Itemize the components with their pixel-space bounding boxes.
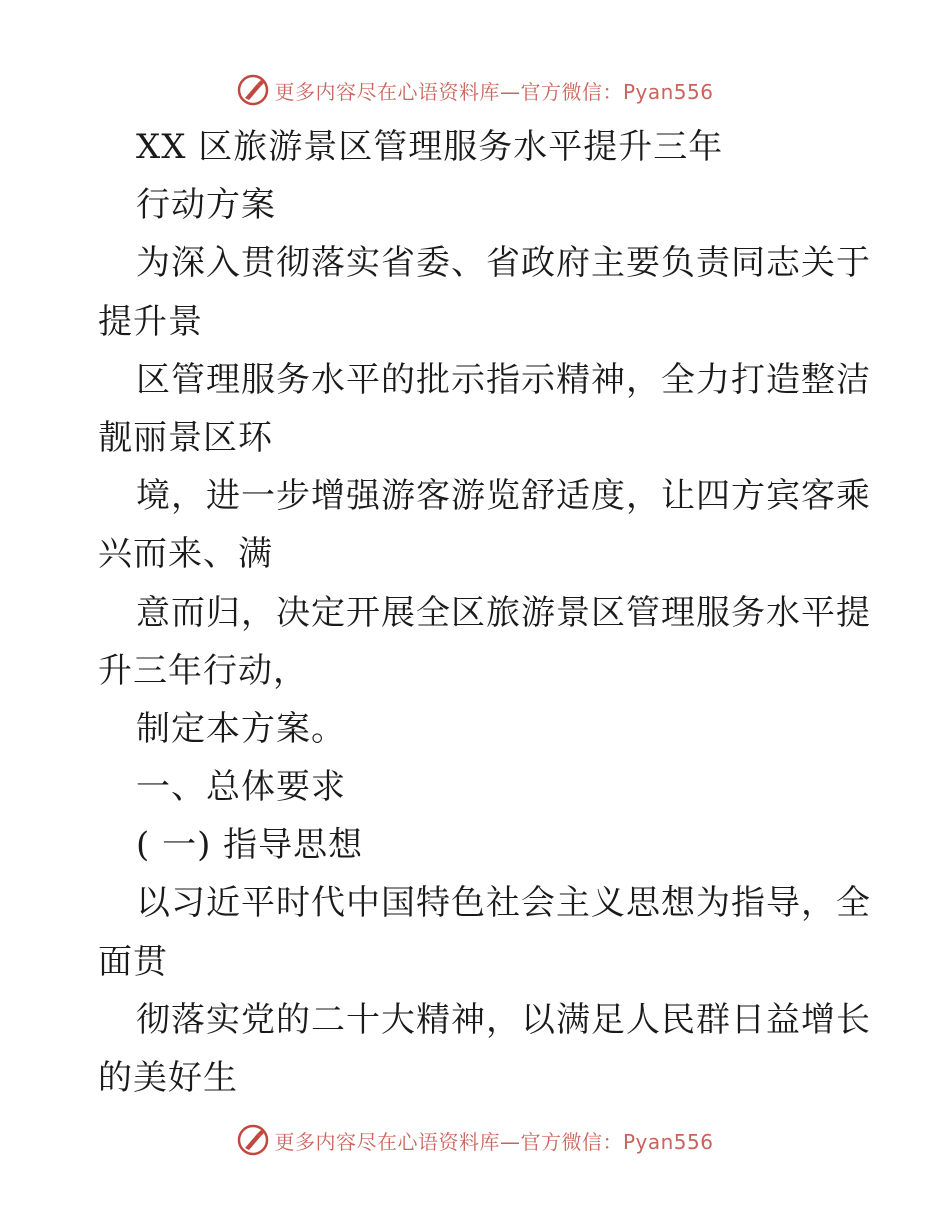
document-title-line-1: XX 区旅游景区管理服务水平提升三年 — [136, 127, 724, 167]
paragraph-line: 区管理服务水平的批示指示精神，全力打造整洁 — [136, 359, 871, 400]
subsection-heading: ( 一) 指导思想 — [136, 825, 364, 866]
section-heading: 一、总体要求 — [136, 767, 346, 808]
fountain-pen-logo-icon — [236, 1123, 270, 1157]
watermark-text: 更多内容尽在心语资料库—官方微信：Pyan556 — [274, 1129, 714, 1154]
paragraph-line: 的美好生 — [98, 1058, 238, 1098]
paragraph-line: 彻落实党的二十大精神，以满足人民群日益增长 — [136, 999, 871, 1040]
watermark-text: 更多内容尽在心语资料库—官方微信：Pyan556 — [274, 79, 714, 104]
paragraph-line: 靓丽景区环 — [98, 417, 273, 458]
paragraph-line: 面贯 — [98, 941, 168, 982]
paragraph-line: 为深入贯彻落实省委、省政府主要负责同志关于 — [136, 243, 871, 284]
paragraph-line: 意而归，决定开展全区旅游景区管理服务水平提 — [136, 592, 871, 633]
watermark-banner-top — [0, 68, 950, 112]
paragraph-line: 兴而来、满 — [98, 534, 273, 575]
document-title-line-2: 行动方案 — [136, 185, 276, 226]
paragraph-line: 以习近平时代中国特色社会主义思想为指导，全 — [136, 883, 871, 924]
paragraph-line: 提升景 — [98, 301, 203, 342]
paragraph-line: 境，进一步增强游客游览舒适度，让四方宾客乘 — [136, 476, 871, 517]
paragraph-line: 制定本方案。 — [136, 708, 346, 749]
paragraph-line: 升三年行动， — [98, 650, 308, 691]
document-body — [98, 118, 871, 1107]
fountain-pen-logo-icon — [236, 73, 270, 107]
watermark-banner-bottom — [0, 1118, 950, 1162]
